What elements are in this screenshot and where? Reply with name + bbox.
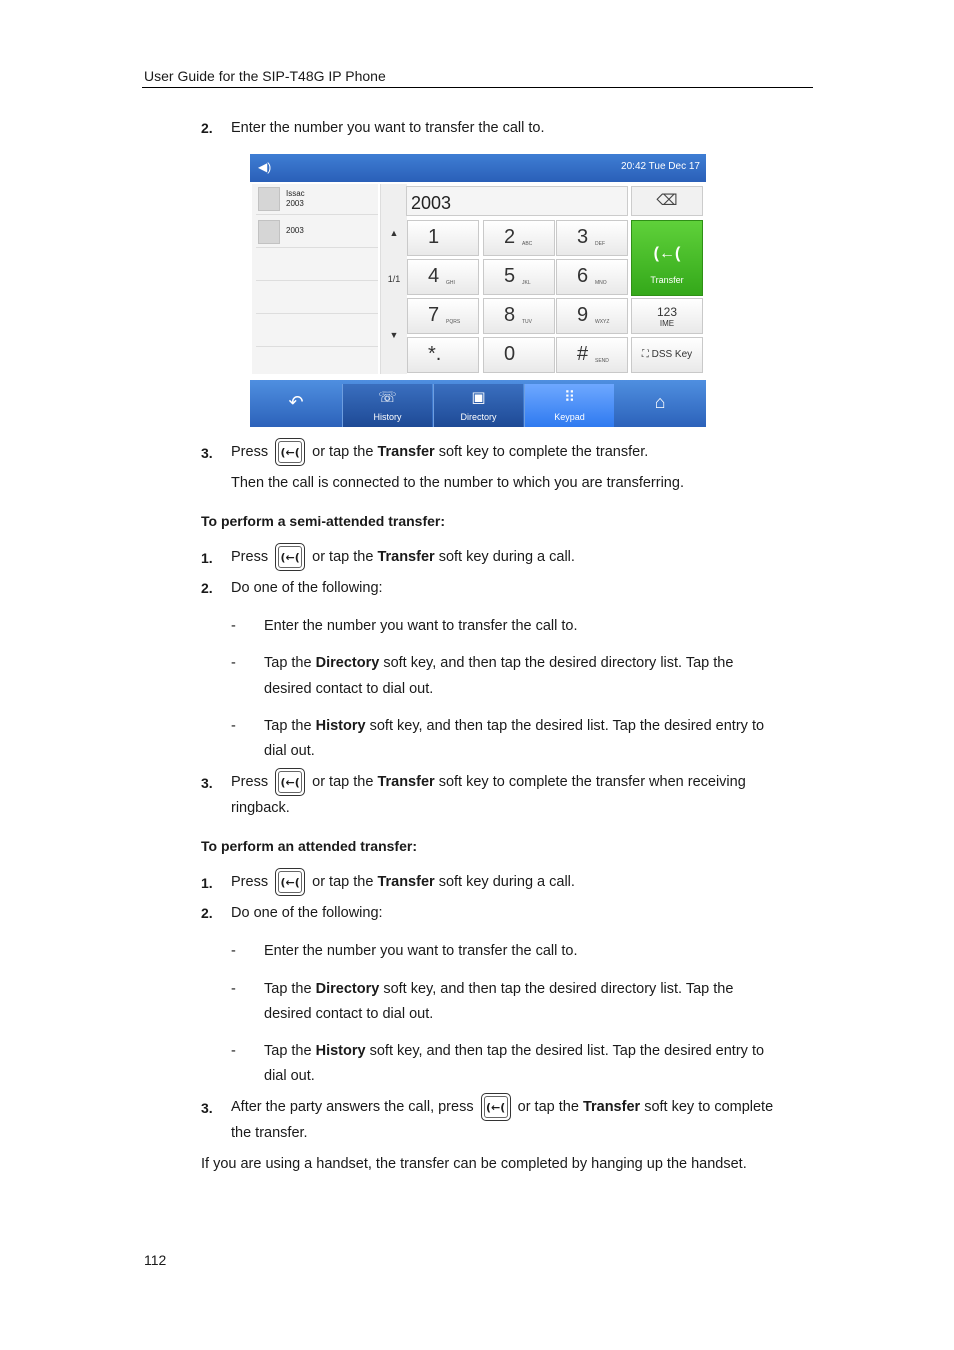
step-text: Enter the number you want to transfer the call to.	[231, 120, 545, 136]
step-text: Press (←( or tap the Transfer soft key during a call.	[231, 868, 575, 896]
home-icon[interactable]: ⌂	[654, 392, 666, 412]
key-1[interactable]: 1	[407, 220, 479, 256]
keypad-softkey[interactable]	[524, 384, 614, 427]
transfer-label: Transfer	[650, 275, 684, 285]
section-heading: To perform a semi-attended transfer:	[201, 513, 446, 529]
transfer-key-icon: (←(	[275, 868, 305, 896]
bullet-dash: -	[231, 655, 236, 671]
avatar	[258, 187, 280, 211]
step-number: 3.	[201, 775, 213, 791]
keypad-icon: ⠿	[564, 389, 575, 406]
step-number: 2.	[201, 580, 213, 596]
transfer-button[interactable]	[631, 220, 703, 296]
key-5[interactable]: 5 JKL	[483, 259, 555, 295]
list-item[interactable]	[256, 217, 378, 248]
step-text: Press (←( or tap the Transfer soft key to complete the transfer.	[231, 438, 648, 466]
history-softkey[interactable]	[342, 384, 432, 427]
bullet-text: desired contact to dial out.	[264, 1006, 434, 1022]
scroll-up-icon[interactable]: ▲	[389, 228, 399, 238]
step-text: Do one of the following:	[231, 580, 383, 596]
ime-button[interactable]	[631, 298, 703, 334]
key-8[interactable]: 8 TUV	[483, 298, 555, 334]
list-item[interactable]	[256, 184, 378, 215]
step-text: After the party answers the call, press (←( or tap the Transfer soft key to complete	[231, 1093, 773, 1121]
step-text: the transfer.	[231, 1125, 308, 1141]
dialed-number: 2003	[411, 193, 452, 213]
page-number: 112	[144, 1252, 167, 1268]
clock: 20:42 Tue Dec 17	[621, 161, 700, 172]
key-0[interactable]: 0	[483, 337, 555, 373]
scroll-down-icon[interactable]: ▼	[389, 330, 399, 340]
bullet-text: desired contact to dial out.	[264, 681, 434, 697]
transfer-key-icon: (←(	[275, 543, 305, 571]
step-number: 3.	[201, 1100, 213, 1116]
avatar	[258, 220, 280, 244]
bullet-dash: -	[231, 1043, 236, 1059]
dss-key-icon: ⛶	[641, 349, 649, 360]
list-item-empty	[256, 250, 378, 281]
contact-number: 2003	[286, 199, 304, 208]
dss-key-label: DSS Key	[651, 349, 693, 360]
ime-bottom: IME	[659, 319, 675, 328]
bullet-text: dial out.	[264, 743, 315, 759]
header-rule	[142, 87, 813, 88]
directory-icon: ▣	[471, 389, 486, 406]
bullet-text: Tap the Directory soft key, and then tap the desired directory list. Tap the	[264, 981, 734, 997]
phone-screen	[250, 154, 706, 427]
header-title: User Guide for the SIP-T48G IP Phone	[144, 68, 386, 84]
step-number: 2.	[201, 120, 213, 136]
step-text: Press (←( or tap the Transfer soft key during a call.	[231, 543, 575, 571]
footer-note: If you are using a handset, the transfer can be completed by hanging up the handset.	[201, 1156, 747, 1172]
softkey-bar	[250, 380, 706, 427]
backspace-button[interactable]	[631, 186, 703, 216]
key-star[interactable]: *.	[407, 337, 479, 373]
key-7[interactable]: 7 PQRS	[407, 298, 479, 334]
step-text: Do one of the following:	[231, 905, 383, 921]
contact-list	[252, 184, 378, 374]
bullet-dash: -	[231, 618, 236, 634]
key-3[interactable]: 3 DEF	[556, 220, 628, 256]
key-6[interactable]: 6 MNO	[556, 259, 628, 295]
key-4[interactable]: 4 GHI	[407, 259, 479, 295]
directory-softkey[interactable]	[433, 384, 523, 427]
transfer-icon: (←(	[653, 245, 681, 262]
directory-label: Directory	[460, 412, 497, 422]
bullet-dash: -	[231, 981, 236, 997]
step-number: 1.	[201, 875, 213, 891]
key-9[interactable]: 9 WXYZ	[556, 298, 628, 334]
key-2[interactable]: 2 ABC	[483, 220, 555, 256]
history-label: History	[373, 412, 402, 422]
backspace-icon: ⌫	[656, 192, 678, 209]
bullet-text: Tap the History soft key, and then tap the desired list. Tap the desired entry to	[264, 718, 765, 734]
back-icon[interactable]: ↶	[288, 392, 304, 412]
list-scroller	[380, 184, 407, 374]
dss-key-button[interactable]	[631, 337, 703, 373]
step-number: 3.	[201, 445, 213, 461]
speaker-icon: ◀)	[258, 160, 272, 174]
step-text: ringback.	[231, 800, 290, 816]
bullet-text: dial out.	[264, 1068, 315, 1084]
page-indicator: 1/1	[387, 274, 401, 284]
transfer-key-icon: (←(	[275, 438, 305, 466]
key-hash[interactable]: # SEND	[556, 337, 628, 373]
step-text: Press (←( or tap the Transfer soft key to complete the transfer when receiving	[231, 768, 746, 796]
bullet-dash: -	[231, 943, 236, 959]
contact-name: Issac	[286, 189, 305, 198]
section-heading: To perform an attended transfer:	[201, 838, 417, 854]
history-icon: ☏	[378, 389, 397, 406]
transfer-key-icon: (←(	[481, 1093, 511, 1121]
step-text: Then the call is connected to the number to which you are transferring.	[231, 475, 684, 491]
step-number: 1.	[201, 550, 213, 566]
contact-name: 2003	[286, 226, 304, 235]
bullet-dash: -	[231, 718, 236, 734]
transfer-key-icon: (←(	[275, 768, 305, 796]
keypad-label: Keypad	[554, 412, 585, 422]
dial-input[interactable]	[406, 186, 628, 216]
list-item-empty	[256, 283, 378, 314]
bullet-text: Enter the number you want to transfer the call to.	[264, 943, 578, 959]
bullet-text: Tap the Directory soft key, and then tap the desired directory list. Tap the	[264, 655, 734, 671]
list-item-empty	[256, 316, 378, 347]
bullet-text: Tap the History soft key, and then tap the desired list. Tap the desired entry to	[264, 1043, 765, 1059]
status-bar	[250, 154, 706, 182]
bullet-text: Enter the number you want to transfer the call to.	[264, 618, 578, 634]
step-number: 2.	[201, 905, 213, 921]
ime-top: 123	[656, 305, 678, 319]
